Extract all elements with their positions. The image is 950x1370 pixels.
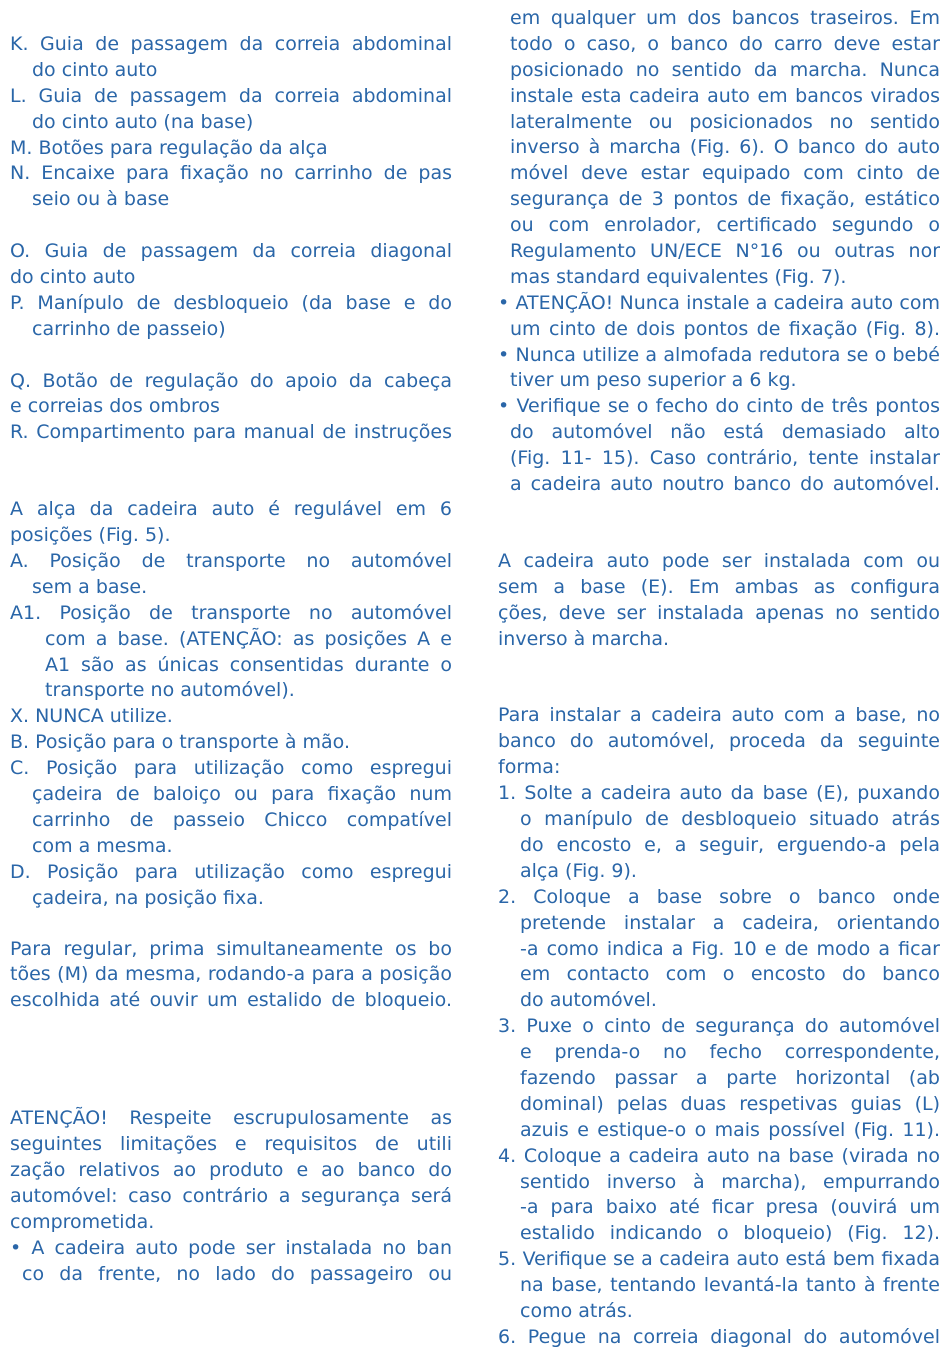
paragraph-line: posições (Fig. 5).: [10, 524, 171, 547]
paragraph-line: lateralmente ou posicionados no sentido: [510, 110, 940, 133]
paragraph-line: tões (M) da mesma, rodando-a para a posição: [10, 963, 452, 986]
bullet-item: • ATENÇÃO! Nunca instale a cadeira auto com: [498, 291, 940, 314]
bullet-item: do automóvel não está demasiado alto: [510, 421, 940, 444]
list-item: A1. Posição de transporte no automóvel: [10, 601, 452, 624]
list-item: alça (Fig. 9).: [520, 859, 637, 882]
list-item: sem a base.: [32, 575, 148, 598]
paragraph-line: banco do automóvel, proceda da seguinte: [498, 730, 940, 753]
warning-section: [10, 1106, 452, 1287]
paragraph-line: em qualquer um dos bancos traseiros. Em: [510, 7, 940, 29]
list-item: A1 são as únicas consentidas durante o: [45, 653, 452, 676]
paragraph-line: escolhida até ouvir um estalido de bloqueio.: [10, 989, 452, 1012]
list-item: com a mesma.: [32, 834, 173, 857]
right-column: [498, 0, 940, 1351]
paragraph-line: instale esta cadeira auto em bancos virados: [510, 84, 940, 107]
list-item: A. Posição de transporte no automóvel: [10, 550, 452, 573]
bullet-item: a cadeira auto noutro banco do automóvel.: [510, 473, 940, 496]
list-item: seio ou à base: [32, 188, 170, 211]
regulate-paragraph: [10, 937, 452, 1015]
bullet-item: tiver um peso superior a 6 kg.: [510, 369, 797, 392]
paragraph-line: automóvel: caso contrário a segurança será: [10, 1184, 452, 1207]
list-item: carrinho de passeio Chicco compatível: [32, 808, 452, 831]
paragraph-line: ou com enrolador, certificado segundo o: [510, 214, 940, 237]
paragraph-line: segurança de 3 pontos de fixação, estático: [510, 188, 940, 211]
paragraph-line: A cadeira auto pode ser instalada com ou: [498, 549, 940, 572]
list-item: N. Encaixe para fixação no carrinho de pas: [10, 162, 452, 185]
list-item: D. Posição para utilização como espregui: [10, 860, 452, 883]
bullet-item: (Fig. 11- 15). Caso contrário, tente instalar: [510, 447, 940, 470]
paragraph-line: Regulamento UN/ECE N°16 ou outras nor: [510, 240, 940, 263]
list-item: B. Posição para o transporte à mão.: [10, 731, 350, 754]
paragraph-line: Para regular, prima simultaneamente os bo: [10, 937, 452, 960]
bullet-item: co da frente, no lado do passageiro ou: [22, 1262, 452, 1285]
paragraph-line: ATENÇÃO! Respeite escrupulosamente as: [10, 1107, 452, 1130]
list-item: carrinho de passeio): [32, 317, 226, 340]
list-item: na base, tentando levantá-la tanto à frente: [520, 1274, 940, 1297]
list-item: O. Guia de passagem da correia diagonal: [10, 240, 452, 263]
paragraph-line: sem a base (E). Em ambas as configura: [498, 575, 940, 598]
list-item: o manípulo de desbloqueio situado atrás: [520, 808, 940, 831]
bullet-item: • A cadeira auto pode ser instalada no ban: [10, 1236, 452, 1259]
list-item: 1. Solte a cadeira auto da base (E), puxando: [498, 782, 940, 805]
install-steps: [498, 703, 940, 1350]
list-item: X. NUNCA utilize.: [10, 705, 173, 728]
list-item: e correias dos ombros: [10, 395, 220, 418]
list-item: K. Guia de passagem da correia abdominal: [10, 33, 452, 55]
list-item: com a base. (ATENÇÃO: as posições A e: [45, 627, 452, 650]
paragraph-line: forma:: [498, 756, 561, 779]
list-item: do encosto e, a seguir, erguendo-a pela: [520, 833, 940, 856]
paragraph-line: mas standard equivalentes (Fig. 7).: [510, 265, 847, 288]
list-item: C. Posição para utilização como espregui: [10, 757, 452, 780]
paragraph-line: comprometida.: [10, 1210, 155, 1233]
list-item: çadeira de baloiço ou para fixação num: [32, 783, 452, 806]
list-item: do cinto auto: [32, 58, 158, 81]
list-item: fazendo passar a parte horizontal (ab: [520, 1066, 940, 1089]
list-item: 5. Verifique se a cadeira auto está bem fixada: [498, 1248, 940, 1271]
paragraph-line: zação relativos ao produto e ao banco do: [10, 1158, 452, 1181]
list-item: 3. Puxe o cinto de segurança do automóvel: [498, 1015, 940, 1038]
paragraph-line: inverso à marcha (Fig. 6). O banco do auto: [510, 136, 940, 159]
left-column: [10, 0, 452, 1287]
paragraph-line: Para instalar a cadeira auto com a base, no: [498, 704, 940, 727]
handle-positions-section: [10, 497, 452, 911]
paragraph-line: todo o caso, o banco do carro deve estar: [510, 32, 940, 55]
list-item: pretende instalar a cadeira, orientando: [520, 911, 940, 934]
list-item: -a como indica a Fig. 10 e de modo a ficar: [520, 937, 940, 960]
paragraph-line: móvel deve estar equipado com cinto de: [510, 162, 940, 185]
bullet-item: um cinto de dois pontos de fixação (Fig. 8).: [510, 317, 940, 340]
warning-continued: [498, 6, 940, 498]
list-item: 2. Coloque a base sobre o banco onde: [498, 885, 940, 908]
bullet-item: • Nunca utilize a almofada redutora se o bebé: [498, 343, 940, 366]
list-item: M. Botões para regulação da alça: [10, 136, 328, 159]
paragraph-line: inverso à marcha.: [498, 627, 670, 650]
list-item: dominal) pelas duas respetivas guias (L): [520, 1092, 940, 1115]
list-item: R. Compartimento para manual de instruções: [10, 421, 452, 444]
list-item: do cinto auto (na base): [32, 110, 254, 133]
list-item: em contacto com o encosto do banco: [520, 963, 940, 986]
paragraph-line: A alça da cadeira auto é regulável em 6: [10, 498, 452, 521]
list-item: sentido inverso à marcha), empurrando: [520, 1170, 940, 1193]
list-item: transporte no automóvel).: [45, 679, 295, 702]
list-item: estalido indicando o bloqueio) (Fig. 12).: [520, 1222, 940, 1245]
list-item: do automóvel.: [520, 989, 657, 1012]
list-item: como atrás.: [520, 1299, 633, 1322]
paragraph-line: ções, deve ser instalada apenas no sentido: [498, 601, 940, 624]
list-item: P. Manípulo de desbloqueio (da base e do: [10, 291, 452, 314]
paragraph-line: posicionado no sentido da marcha. Nunca: [510, 58, 940, 81]
list-item: 4. Coloque a cadeira auto na base (virada no: [498, 1144, 940, 1167]
list-item: Q. Botão de regulação do apoio da cabeça: [10, 369, 452, 392]
list-item: 6. Pegue na correia diagonal do automóvel: [498, 1325, 940, 1348]
list-item: azuis e estique-o o mais possível (Fig. 11).: [520, 1118, 940, 1141]
parts-list: [10, 32, 452, 446]
paragraph-line: seguintes limitações e requisitos de utili: [10, 1133, 452, 1156]
bullet-item: • Verifique se o fecho do cinto de três pontos: [498, 395, 940, 418]
list-item: e prenda-o no fecho correspondente,: [520, 1041, 940, 1064]
install-intro: [498, 549, 940, 653]
list-item: do cinto auto: [10, 266, 136, 289]
list-item: L. Guia de passagem da correia abdominal: [10, 84, 452, 107]
list-item: -a para baixo até ficar presa (ouvirá um: [520, 1196, 940, 1219]
list-item: çadeira, na posição fixa.: [32, 886, 264, 909]
